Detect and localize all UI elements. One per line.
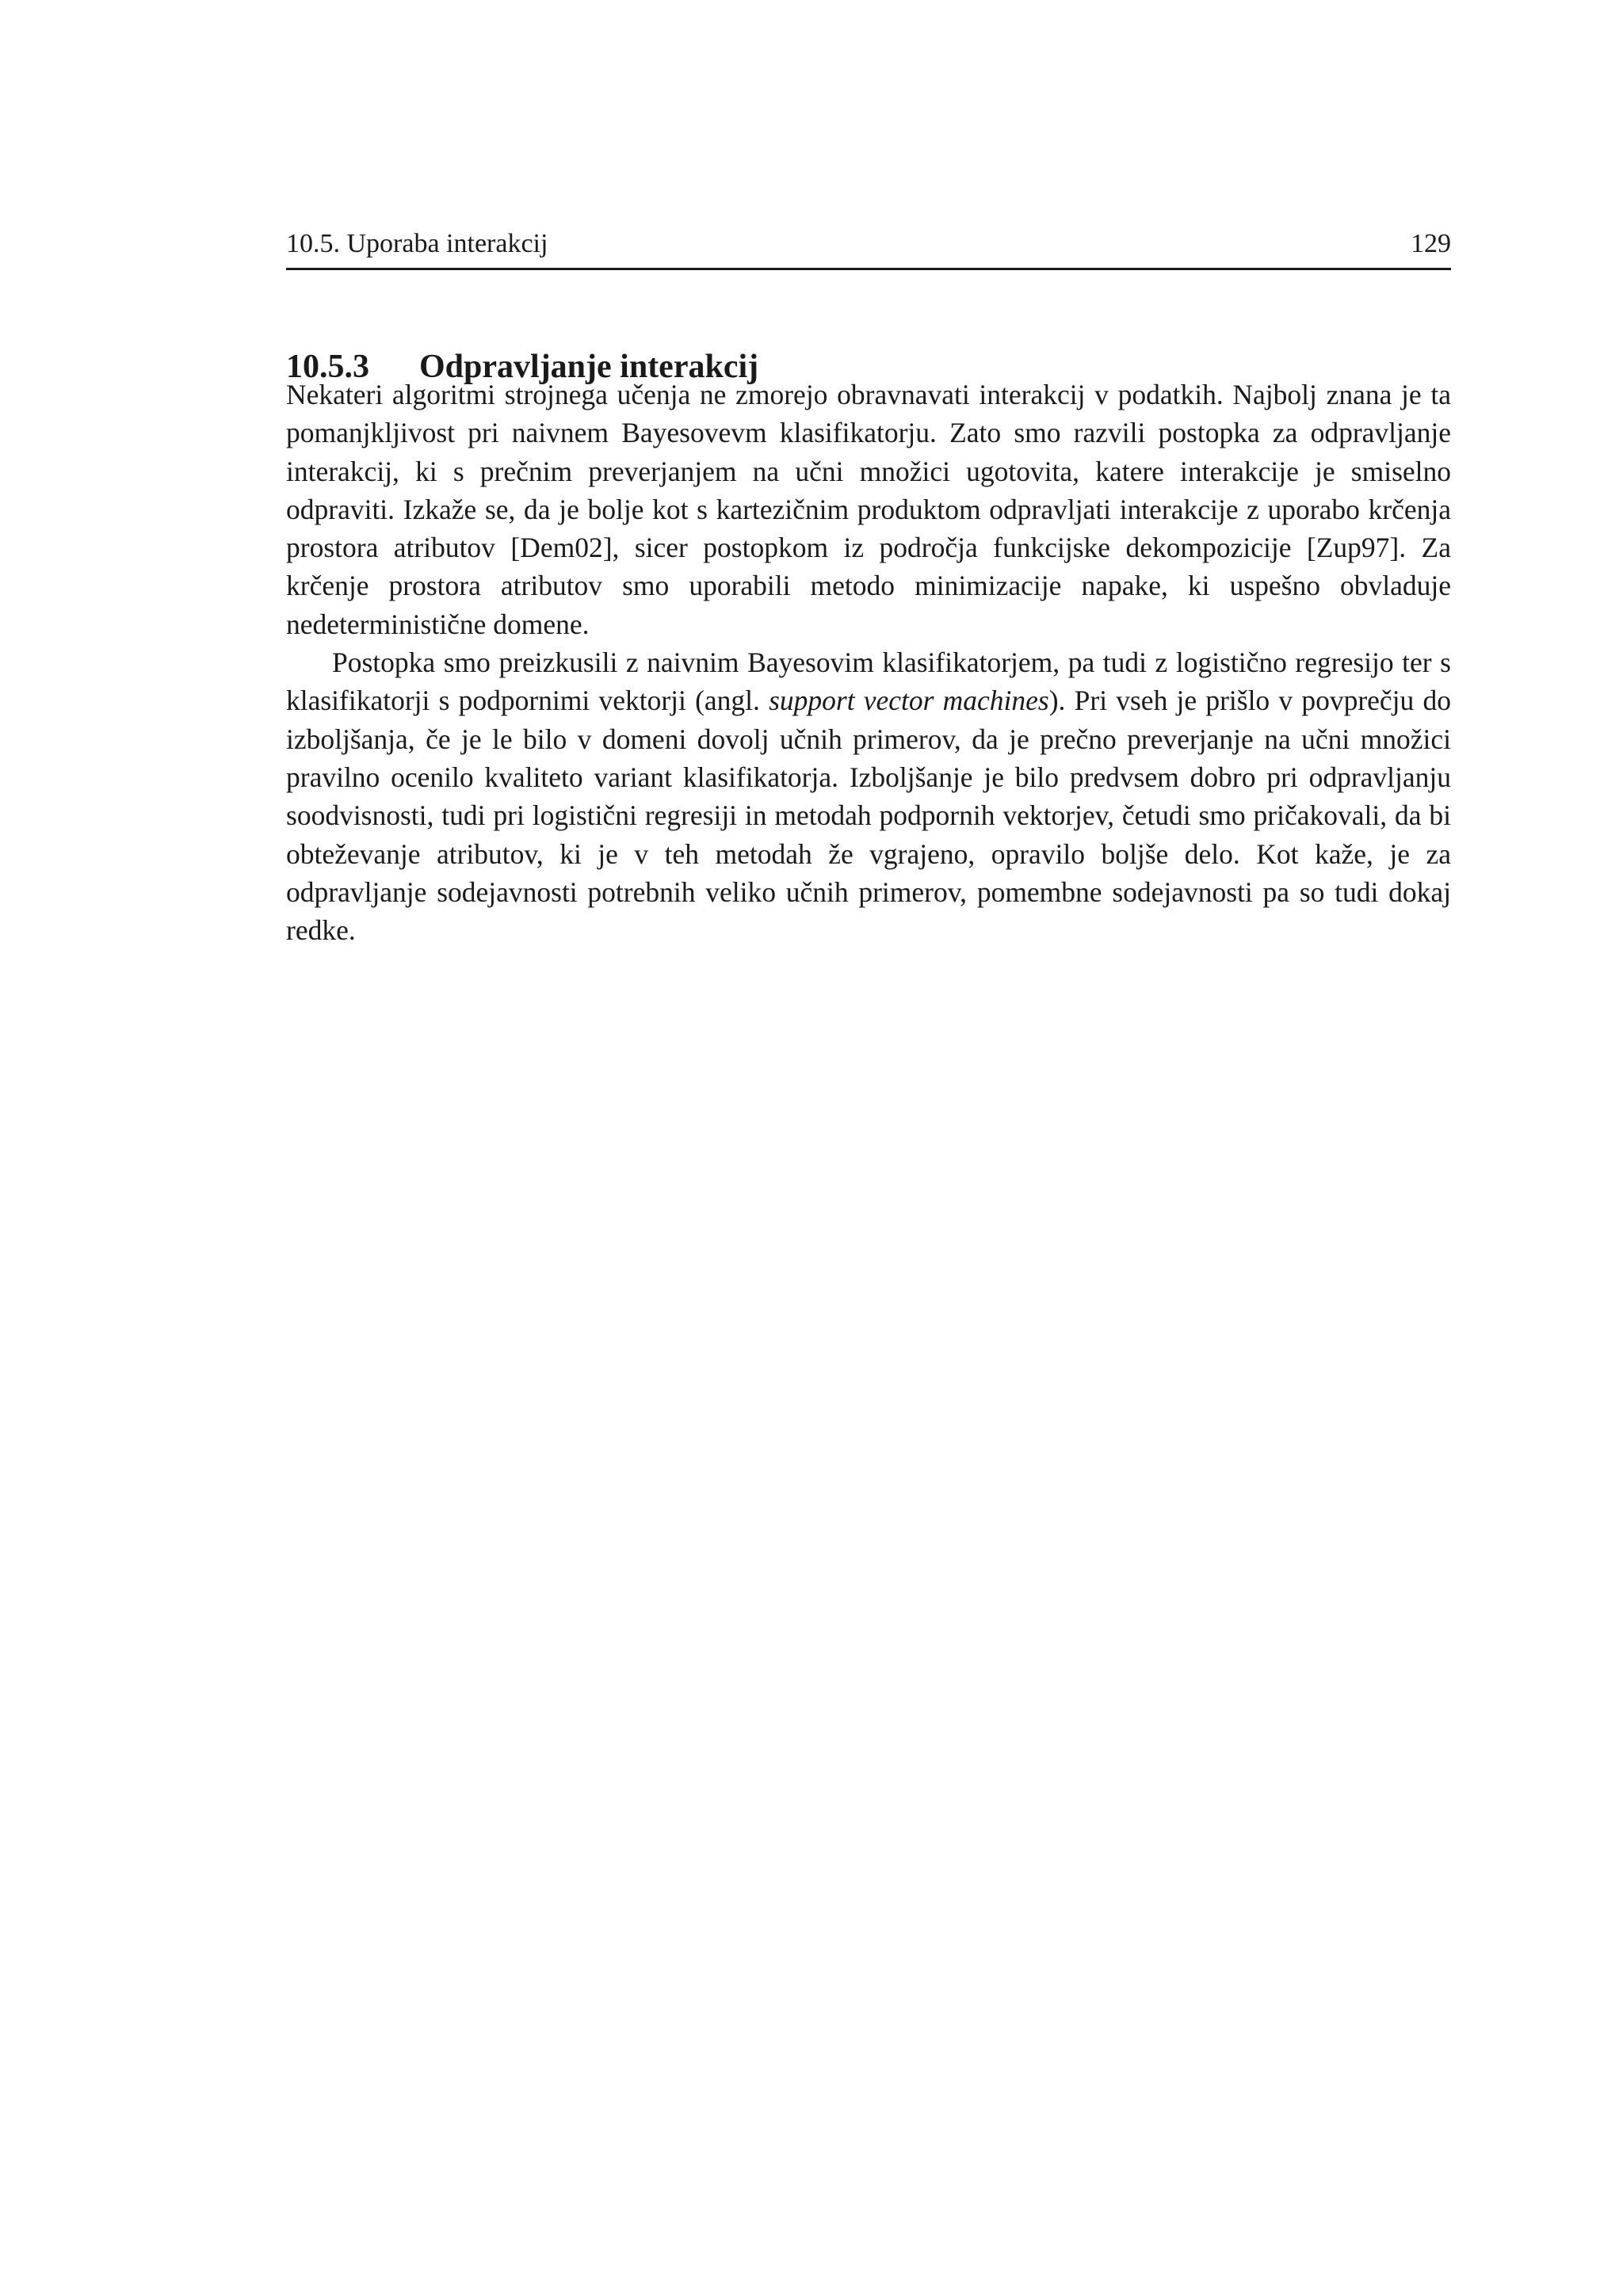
paragraph-2	[286, 643, 1451, 949]
page-number: 129	[1411, 229, 1451, 258]
body-text	[286, 376, 1451, 949]
running-head	[286, 227, 1451, 270]
paragraph-2-emphasis: support vector machines	[769, 685, 1049, 717]
paragraph-2-part-1: Postopka smo preizkusili z naivnim Bayesovim klasifikatorjem, pa tudi z logistično regresijo ter s klasifikatorji s podpornimi vektorji (angl.	[286, 646, 1451, 717]
paragraph-1: Nekateri algoritmi strojnega učenja ne zmorejo obravnavati interakcij v podatkih. Najbolj znana je ta pomanjkljivost pri naivnem Bayesovevm klasifikatorju. Zato smo razvili postopka za odpravljanje interakcij, ki s prečnim preverjanjem na učni množici ugotovita, katere interakcije je smiselno odpraviti. Izkaže se, da je bolje kot s kartezičnim produktom odpravljati interakcije z uporabo krčenja prostora atributov [Dem02], sicer postopkom iz področja funkcijske dekompozicije [Zup97]. Za krčenje prostora atributov smo uporabili metodo minimizacije napake, ki uspešno obvladuje nedeterministične domene.	[286, 379, 1451, 640]
page	[286, 0, 1451, 2296]
running-head-section: 10.5. Uporaba interakcij	[286, 229, 548, 258]
section-number: 10.5.3	[286, 348, 369, 385]
section-title: Odpravljanje interakcij	[419, 348, 759, 385]
paragraph-2-part-2: ). Pri vseh je prišlo v povprečju do izboljšanja, če je le bilo v domeni dovolj učnih primerov, da je prečno preverjanje na učni množici pravilno ocenilo kvaliteto variant klasifikatorja. Izboljšanje je bilo predvsem dobro pri odpravljanju soodvisnosti, tudi pri logistični regresiji in metodah podpornih vektorjev, četudi smo pričakovali, da bi obteževanje atributov, ki je v teh metodah že vgrajeno, opravilo boljše delo. Kot kaže, je za odpravljanje sodejavnosti potrebnih veliko učnih primerov, pomembne sodejavnosti pa so tudi dokaj redke.	[286, 685, 1451, 947]
